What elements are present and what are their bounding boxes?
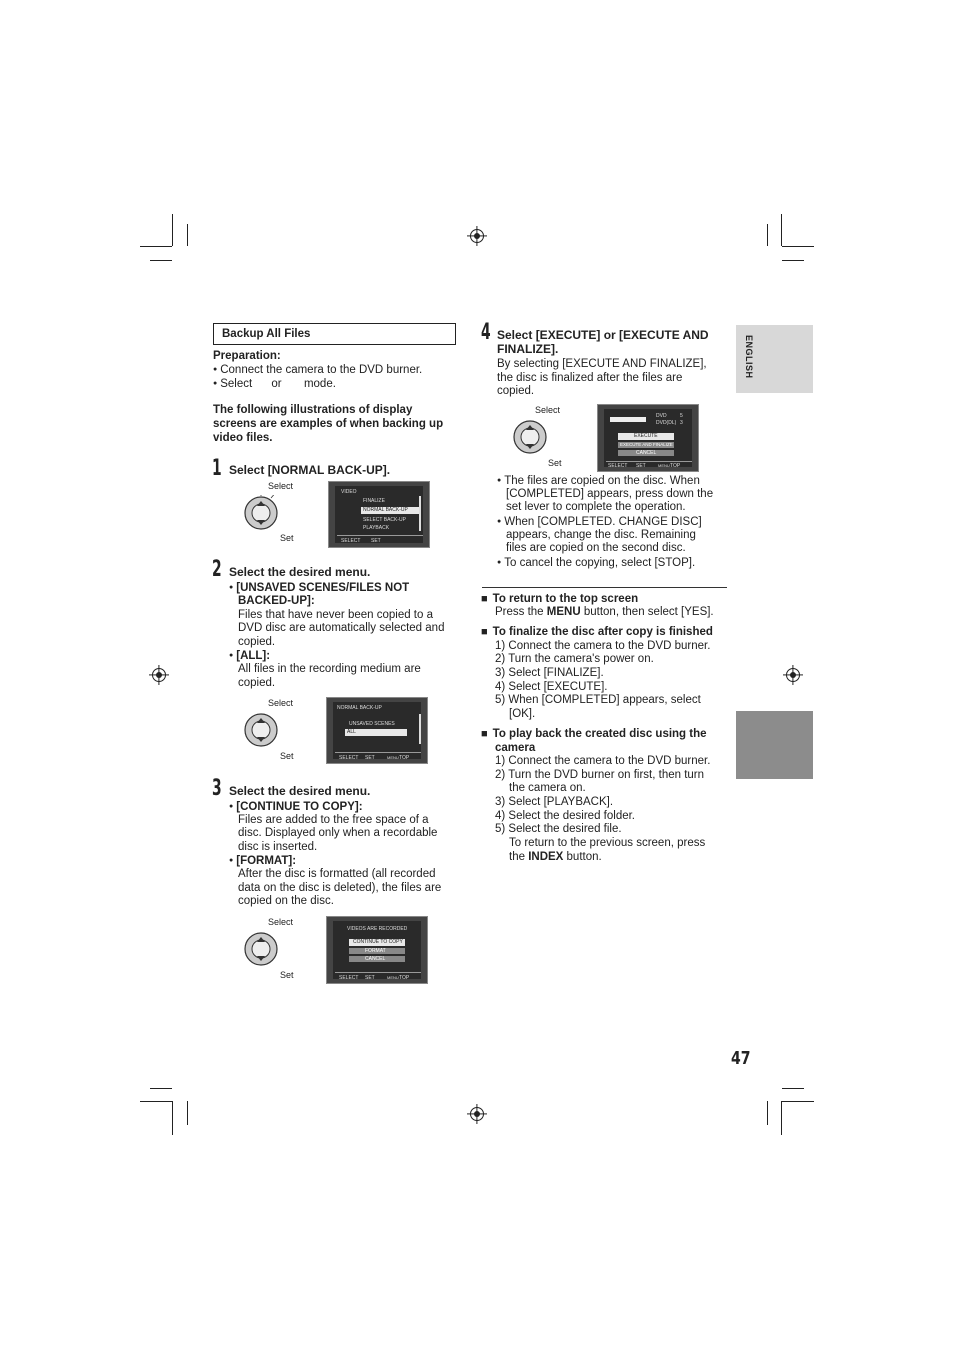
- crop-mark: [782, 246, 814, 247]
- screen-footer-menu: MENU: [387, 755, 399, 760]
- preparation-heading: Preparation:: [213, 350, 281, 362]
- set-lever-icon: [512, 419, 548, 455]
- dvd-count: 5: [680, 413, 683, 419]
- registration-mark-icon: [470, 229, 484, 243]
- crop-mark: [782, 1088, 804, 1089]
- camera-screen: [326, 916, 428, 984]
- camera-screen: [597, 404, 699, 472]
- screen-menu-item: CANCEL: [349, 956, 405, 962]
- crop-mark: [782, 260, 804, 261]
- screen-menu-item-selected: EXECUTE: [618, 433, 674, 440]
- set-label: Set: [280, 970, 294, 980]
- screen-menu-item-selected: ALL: [345, 729, 407, 736]
- screen-footer-menu: MENU: [387, 975, 399, 980]
- crop-mark: [781, 214, 782, 246]
- option-body: DVD disc are automatically selected and: [238, 622, 445, 634]
- topic-step: 1) Connect the camera to the DVD burner.: [495, 640, 711, 652]
- select-label: Select: [268, 917, 294, 927]
- registration-mark-icon: [470, 1107, 484, 1121]
- disc-gauge: [610, 417, 646, 422]
- topic-heading: camera: [495, 742, 536, 754]
- step-body: the disc is finalized after the files are: [497, 372, 683, 384]
- step-title: Select the desired menu.: [229, 565, 371, 579]
- dvddl-label: DVD(DL): [656, 420, 677, 426]
- topic-step: [OK].: [509, 708, 536, 720]
- topic-step: 2) Turn the DVD burner on first, then turn: [495, 769, 705, 781]
- camera-screen: [326, 697, 428, 764]
- option-title: ● [ALL]:: [229, 649, 270, 664]
- note-line: set lever to complete the operation.: [506, 501, 686, 513]
- option-title: ● [CONTINUE TO COPY]:: [229, 800, 363, 815]
- screen-menu-item: CANCEL: [618, 450, 674, 456]
- crop-mark: [140, 246, 172, 247]
- select-label: Select: [268, 481, 294, 491]
- intro-line: video files.: [213, 432, 273, 444]
- screen-footer-select: SELECT: [339, 755, 359, 761]
- screen-menu-item: FORMAT: [349, 948, 405, 954]
- section-tab: [736, 711, 813, 779]
- crop-mark: [187, 1101, 188, 1125]
- topic-heading: ■ To return to the top screen: [481, 593, 638, 607]
- option-body: copied.: [238, 677, 276, 689]
- note-line: ● When [COMPLETED. CHANGE DISC]: [497, 515, 702, 530]
- step-body: By selecting [EXECUTE AND FINALIZE],: [497, 358, 707, 370]
- intro-line: screens are examples of when backing up: [213, 418, 444, 430]
- camera-screen: [328, 481, 430, 548]
- screen-footer-top: TOP: [399, 975, 410, 981]
- crop-mark: [782, 1101, 814, 1102]
- note-line: [COMPLETED] appears, press down the: [506, 488, 714, 500]
- crop-mark: [767, 1101, 768, 1125]
- screen-footer-set: SET: [636, 463, 646, 469]
- screen-footer-set: SET: [371, 538, 381, 544]
- step-title: FINALIZE].: [497, 342, 559, 356]
- option-body: disc. Displayed only when a recordable: [238, 827, 438, 839]
- screen-footer-set: SET: [365, 975, 375, 981]
- screen-menu-item: SELECT BACK-UP: [363, 517, 406, 523]
- crop-mark: [172, 1101, 173, 1135]
- screen-divider: [606, 461, 692, 462]
- crop-mark: [140, 1101, 172, 1102]
- preparation-item: ● Connect the camera to the DVD burner.: [213, 363, 422, 378]
- step-title: Select [NORMAL BACK-UP].: [229, 463, 391, 477]
- topic-step: 5) When [COMPLETED] appears, select: [495, 694, 701, 706]
- step-number: 4: [481, 320, 491, 345]
- option-title: ● [FORMAT]:: [229, 854, 296, 869]
- section-title: Backup All Files: [222, 328, 311, 340]
- step-number: 3: [212, 776, 222, 801]
- topic-step: 3) Select [PLAYBACK].: [495, 796, 614, 808]
- intro-line: The following illustrations of display: [213, 404, 413, 416]
- option-body: copied on the disc.: [238, 895, 334, 907]
- screen-header: NORMAL BACK-UP: [337, 705, 382, 711]
- topic-body: Press the MENU button, then select [YES].: [495, 606, 714, 618]
- screen-footer-select: SELECT: [341, 538, 361, 544]
- screen-divider: [337, 535, 423, 536]
- screen-footer-set: SET: [365, 755, 375, 761]
- dvd-label: DVD: [656, 413, 667, 419]
- topic-step: 2) Turn the camera's power on.: [495, 653, 654, 665]
- select-label: Select: [535, 405, 561, 415]
- screen-divider: [335, 752, 421, 753]
- screen-footer-menu: MENU: [658, 463, 670, 468]
- crop-mark: [150, 1088, 172, 1089]
- crop-mark: [187, 224, 188, 246]
- screen-scrollbar: [419, 496, 421, 531]
- crop-mark: [150, 260, 172, 261]
- topic-step: To return to the previous screen, press: [509, 837, 706, 849]
- screen-menu-item: PLAYBACK: [363, 525, 390, 531]
- topic-step: 3) Select [FINALIZE].: [495, 667, 604, 679]
- topic-step: 4) Select the desired folder.: [495, 810, 635, 822]
- topic-step: the INDEX button.: [509, 851, 602, 863]
- note-line: ● The files are copied on the disc. When: [497, 474, 700, 489]
- screen-footer-select: SELECT: [608, 463, 628, 469]
- dvddl-count: 3: [680, 420, 683, 426]
- screen-header: VIDEOS ARE RECORDED: [347, 926, 408, 932]
- registration-mark-icon: [786, 668, 800, 682]
- topic-step: 4) Select [EXECUTE].: [495, 681, 608, 693]
- topic-step: the camera on.: [509, 782, 586, 794]
- option-title: ● [UNSAVED SCENES/FILES NOT: [229, 581, 409, 596]
- screen-menu-item: FINALIZE: [363, 498, 385, 504]
- screen-footer-top: TOP: [670, 463, 681, 469]
- set-lever-icon: [243, 931, 279, 967]
- step-number: 1: [212, 456, 222, 481]
- screen-divider: [335, 972, 421, 973]
- option-body: copied.: [238, 636, 276, 648]
- language-label: ENGLISH: [744, 335, 754, 379]
- set-lever-icon: [243, 712, 279, 748]
- option-body: Files are added to the free space of a: [238, 814, 429, 826]
- topic-step: 1) Connect the camera to the DVD burner.: [495, 755, 711, 767]
- section-title-box: [213, 323, 456, 345]
- option-body: After the disc is formatted (all recorded: [238, 868, 436, 880]
- crop-mark: [767, 224, 768, 246]
- screen-menu-item-selected: CONTINUE TO COPY: [349, 939, 405, 946]
- topic-heading: ■ To play back the created disc using the: [481, 728, 707, 742]
- step-number: 2: [212, 557, 222, 582]
- option-body: All files in the recording medium are: [238, 663, 421, 675]
- step-title: Select [EXECUTE] or [EXECUTE AND: [497, 328, 709, 342]
- section-divider: [482, 587, 727, 588]
- select-label: Select: [268, 698, 294, 708]
- screen-header: VIDEO: [341, 489, 357, 495]
- set-label: Set: [280, 533, 294, 543]
- option-title: BACKED-UP]:: [238, 595, 315, 607]
- note-line: appears, change the disc. Remaining: [506, 529, 696, 541]
- set-lever-icon: [243, 495, 279, 531]
- note-line: files are copied on the second disc.: [506, 542, 686, 554]
- set-label: Set: [548, 458, 562, 468]
- step-body: copied.: [497, 385, 535, 397]
- step-title: Select the desired menu.: [229, 784, 371, 798]
- screen-menu-item: UNSAVED SCENES: [349, 721, 395, 727]
- screen-menu-item-selected: NORMAL BACK-UP: [361, 507, 421, 514]
- option-body: data on the disc is deleted), the files are: [238, 882, 442, 894]
- screen-menu-item: EXECUTE AND FINALIZE: [620, 442, 673, 447]
- preparation-item: ● Select or mode.: [213, 377, 336, 392]
- option-body: disc is inserted.: [238, 841, 318, 853]
- screen-footer-top: TOP: [399, 755, 410, 761]
- set-label: Set: [280, 751, 294, 761]
- topic-step: 5) Select the desired file.: [495, 823, 622, 835]
- topic-heading: ■ To finalize the disc after copy is finished: [481, 626, 713, 640]
- crop-mark: [781, 1101, 782, 1135]
- language-tab: [736, 325, 813, 393]
- screen-footer-select: SELECT: [339, 975, 359, 981]
- note-line: ● To cancel the copying, select [STOP].: [497, 556, 695, 571]
- page-number: 47: [731, 1048, 751, 1069]
- registration-mark-icon: [152, 668, 166, 682]
- crop-mark: [172, 214, 173, 246]
- option-body: Files that have never been copied to a: [238, 609, 433, 621]
- screen-scrollbar: [419, 714, 421, 744]
